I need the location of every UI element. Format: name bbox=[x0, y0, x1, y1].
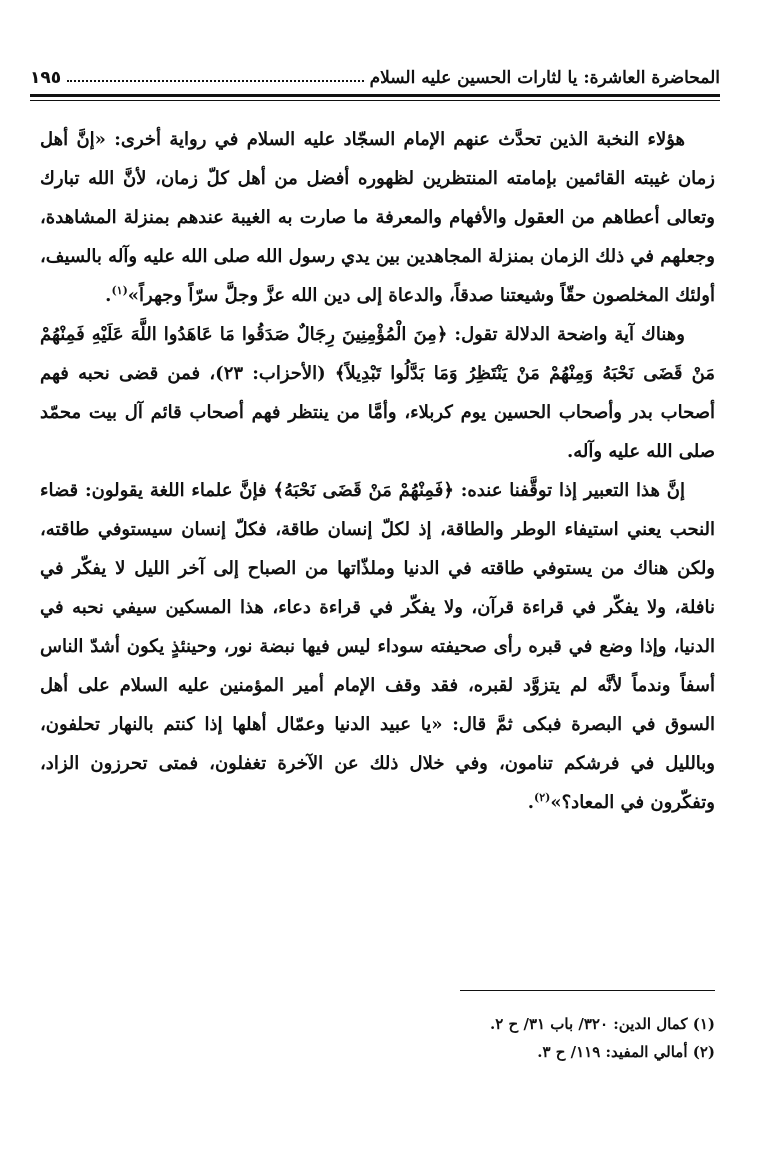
footnote-ref-1: (١) bbox=[111, 284, 128, 297]
page-header bbox=[30, 58, 720, 88]
header-rule-thin bbox=[30, 100, 720, 101]
chapter-title: المحاضرة العاشرة: يا لثارات الحسين عليه السلام bbox=[369, 68, 720, 88]
footnote-ref-2: (٢) bbox=[534, 791, 551, 804]
paragraph-2: وهناك آية واضحة الدلالة تقول: ﴿مِنَ الْمُؤْمِنِينَ رِجَالٌ صَدَقُوا مَا عَاهَدُوا اللَّهَ عَلَيْهِ فَمِنْهُمْ مَنْ قَضَى نَحْبَهُ وَمِنْهُمْ مَنْ يَنْتَظِرُ وَمَا بَدَّلُوا تَبْدِيلاً﴾ (الأحزاب: ٢٣)، فمن قضى نحبه فهم أصحاب بدر وأصحاب الحسين يوم كربلاء، وأمَّا من ينتظر فهم أصحاب قائم آل بيت محمّد صلى الله عليه وآله. bbox=[40, 324, 716, 462]
footnote-2: (٢) أمالي المفيد: ١١٩/ ح ٣. bbox=[537, 1043, 715, 1061]
paragraph-1: هؤلاء النخبة الذين تحدَّث عنهم الإمام السجّاد عليه السلام في رواية أخرى: «إنَّ أهل زمان غيبته القائمين بإمامته المنتظرين لظهوره أفضل من أهل كلّ زمان، لأنَّ الله تبارك وتعالى أعطاهم من العقول والأفهام والمعرفة ما صارت به الغيبة عندهم بمنزلة المشاهدة، وجعلهم في ذلك الزمان بمنزلة المجاهدين بين يدي رسول الله صلى الله عليه وآله بالسيف، أولئك المخلصون حقّاً وشيعتنا صدقاً، والدعاة إلى دين الله عزَّ وجلَّ سرّاً وجهراً»$^{(١)}$. bbox=[40, 129, 716, 306]
footnotes bbox=[300, 1010, 715, 1066]
leader-dots bbox=[67, 80, 363, 82]
page-number: ١٩٥ bbox=[30, 68, 62, 88]
paragraph-3: إنَّ هذا التعبير إذا توقَّفنا عنده: ﴿فَمِنْهُمْ مَنْ قَضَى نَحْبَهُ﴾ فإنَّ علماء اللغة يقولون: قضاء النحب يعني استيفاء الوطر والطاقة، إذ لكلّ إنسان طاقة، فكلّ إنسان سيستوفي طاقته، ولكن هناك من يستوفي طاقته في الدنيا وملذّاتها من الصباح إلى آخر الليل لا يفكّر في نافلة، ولا يفكّر في قراءة قرآن، ولا يفكّر في قراءة دعاء، هذا المسكين سيفي نحبه في الدنيا، وإذا وضع في قبره رأى صحيفته سوداء ليس فيها نبضة نور، وحينئذٍ يكون أشدّ الناس أسفاً وندماً لأنَّه لم يتزوَّد لقبره، فقد وقف الإمام أمير المؤمنين عليه السلام على أهل السوق في البصرة فبكى ثمَّ قال: «يا عبيد الدنيا وعمّال أهلها إذا كنتم بالنهار تحلفون، وبالليل في فرشكم تنامون، وفي خلال ذلك عن الآخرة تغفلون، فمتى تحرزون الزاد، وتفكّرون في المعاد؟»$^{(٢)}$. bbox=[40, 480, 715, 813]
paragraph-3-text: إنَّ هذا التعبير إذا توقَّفنا عنده: ﴿فَمِنْهُمْ مَنْ قَضَى نَحْبَهُ﴾ فإنَّ علماء اللغة يقولون: قضاء النحب يعني استيفاء الوطر والطاقة، إذ لكلّ إنسان طاقة، فكلّ إنسان سيستوفي طاقته، ولكن هناك من يستوفي طاقته في الدنيا وملذّاتها من الصباح إلى آخر الليل لا يفكّر في نافلة، ولا يفكّر في قراءة قرآن، ولا يفكّر في قراءة دعاء، هذا المسكين سيفي نحبه في الدنيا، وإذا وضع في قبره رأى صحيفته سوداء ليس فيها نبضة نور، وحينئذٍ يكون أشدّ الناس أسفاً وندماً لأنَّه لم يتزوَّد لقبره، فقد وقف الإمام أمير المؤمنين عليه السلام على أهل السوق في البصرة فبكى ثمَّ قال: «يا عبيد الدنيا وعمّال أهلها إذا كنتم بالنهار تحلفون، وبالليل في فرشكم تنامون، وفي خلال ذلك عن الآخرة تغفلون، فمتى تحرزون الزاد، وتفكّرون في المعاد؟» bbox=[40, 480, 715, 813]
main-text bbox=[40, 120, 715, 822]
footnote-1: (١) كمال الدين: ٣٢٠/ باب ٣١/ ح ٢. bbox=[490, 1015, 715, 1033]
paragraph-1-text: هؤلاء النخبة الذين تحدَّث عنهم الإمام السجّاد عليه السلام في رواية أخرى: «إنَّ أهل زمان غيبته القائمين بإمامته المنتظرين لظهوره أفضل من أهل كلّ زمان، لأنَّ الله تبارك وتعالى أعطاهم من العقول والأفهام والمعرفة ما صارت به الغيبة عندهم بمنزلة المشاهدة، وجعلهم في ذلك الزمان بمنزلة المجاهدين بين يدي رسول الله صلى الله عليه وآله بالسيف، أولئك المخلصون حقّاً وشيعتنا صدقاً، والدعاة إلى دين الله عزَّ وجلَّ سرّاً وجهراً» bbox=[40, 129, 716, 306]
footnote-separator bbox=[460, 990, 715, 991]
header-rule-thick bbox=[30, 94, 720, 97]
